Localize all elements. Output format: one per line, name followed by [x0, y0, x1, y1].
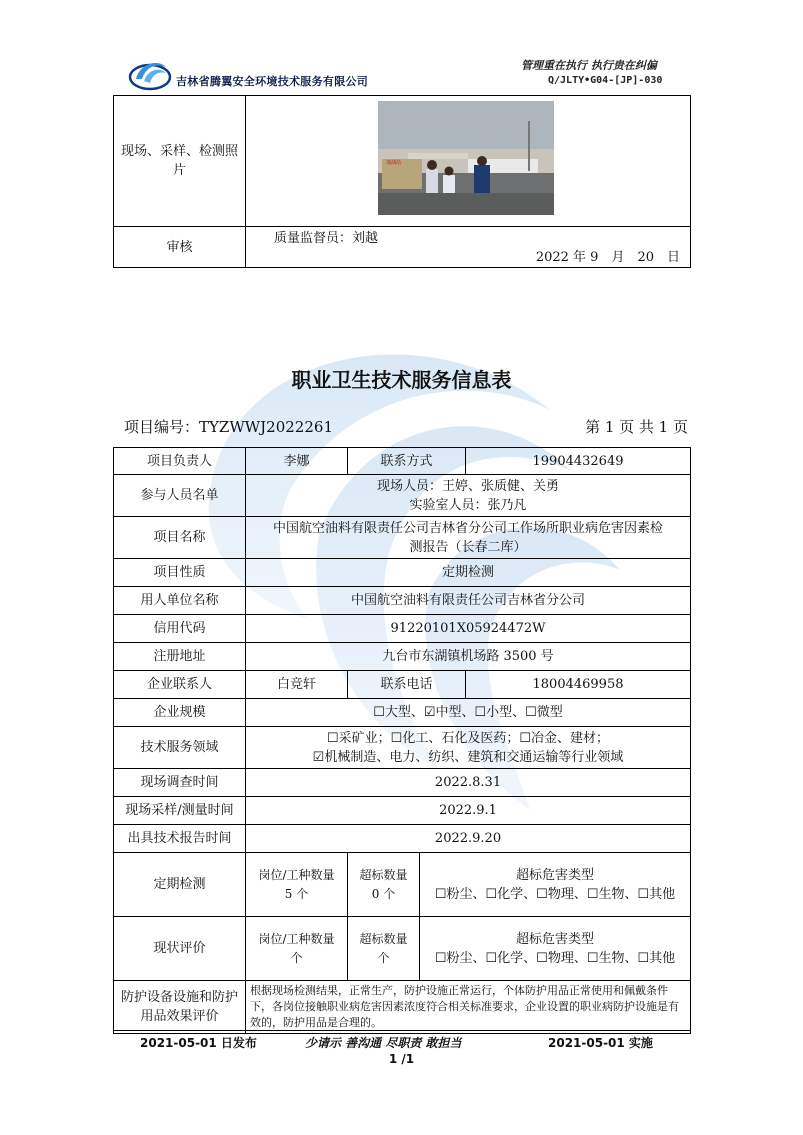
contact-value: 19904432649	[466, 448, 691, 475]
status-exceed-value: 个	[377, 950, 390, 965]
address-label: 注册地址	[114, 643, 246, 671]
report-label: 出具技术报告时间	[114, 825, 246, 853]
periodic-exceed-value: 0 个	[371, 886, 396, 901]
phone-label: 联系电话	[348, 671, 466, 699]
status-hazard-label: 超标危害类型	[516, 931, 595, 947]
station-sign: 加油站	[386, 160, 402, 166]
phone-value: 18004469958	[466, 671, 691, 699]
site-photo-image	[378, 101, 554, 215]
periodic-posts-value: 5 个	[284, 886, 309, 901]
corp-contact-value: 白竞轩	[246, 671, 348, 699]
domain-label: 技术服务领域	[114, 727, 246, 769]
report-value: 2022.9.20	[246, 825, 691, 853]
employer-value: 中国航空油料有限责任公司吉林省分公司	[246, 587, 691, 615]
review-cell	[246, 227, 691, 268]
status-exceed-label: 超标数量	[359, 931, 408, 946]
form-title: 职业卫生技术服务信息表	[291, 368, 512, 392]
table-row	[114, 797, 691, 825]
document-code: Q/JLTY•G04-[JP]-030	[548, 75, 663, 86]
leader-label: 项目负责人	[114, 448, 246, 475]
table-row	[114, 615, 691, 643]
nature-value: 定期检测	[246, 559, 691, 587]
members-cell	[246, 475, 691, 517]
domain-line2: ☑机械制造、电力、纺织、建筑和交通运输等行业领域	[312, 749, 624, 765]
protection-label: 防护设备设施和防护用品效果评价	[114, 981, 246, 1034]
table-row	[114, 727, 691, 769]
status-posts-label: 岗位/工种数量	[258, 931, 335, 946]
status-exceed-cell	[348, 917, 420, 981]
domain-cell	[246, 727, 691, 769]
periodic-exceed-cell	[348, 853, 420, 917]
periodic-hazard-cell	[420, 853, 691, 917]
leader-value: 李娜	[246, 448, 348, 475]
table-row	[114, 559, 691, 587]
contact-label: 联系方式	[348, 448, 466, 475]
site-photo	[378, 101, 554, 215]
periodic-label: 定期检测	[114, 853, 246, 917]
top-table	[113, 95, 691, 268]
header-motto: 管理重在执行 执行贵在纠偏	[521, 59, 657, 72]
nature-label: 项目性质	[114, 559, 246, 587]
address-value: 九台市东湖镇机场路 3500 号	[246, 643, 691, 671]
name-label: 项目名称	[114, 517, 246, 559]
sampling-value: 2022.9.1	[246, 797, 691, 825]
employer-label: 用人单位名称	[114, 587, 246, 615]
domain-line1: ☐采矿业；☐化工、石化及医药；☐冶金、建材；	[327, 730, 609, 746]
status-posts-value: 个	[290, 950, 303, 965]
footer-page-number: 1 /1	[388, 1052, 415, 1066]
table-row	[114, 825, 691, 853]
status-hazard-types: ☐粉尘、☐化学、☐物理、☐生物、☐其他	[434, 950, 676, 966]
members-lab: 实验室人员：张乃凡	[409, 497, 527, 513]
scale-value: ☐大型、☑中型、☐小型、☐微型	[246, 699, 691, 727]
periodic-posts-cell	[246, 853, 348, 917]
sampling-label: 现场采样/测量时间	[114, 797, 246, 825]
info-table	[113, 447, 691, 1034]
photo-label-cell	[114, 96, 246, 227]
status-posts-cell	[246, 917, 348, 981]
table-row	[114, 853, 691, 917]
table-row	[114, 643, 691, 671]
periodic-exceed-label: 超标数量	[359, 867, 408, 882]
table-row	[114, 699, 691, 727]
table-row	[114, 448, 691, 475]
table-row	[114, 517, 691, 559]
status-hazard-cell	[420, 917, 691, 981]
survey-label: 现场调查时间	[114, 769, 246, 797]
name-line1: 中国航空油料有限责任公司吉林省分公司工作场所职业病危害因素检	[273, 520, 664, 536]
company-logo	[128, 55, 172, 91]
table-row	[114, 917, 691, 981]
scale-label: 企业规模	[114, 699, 246, 727]
members-label: 参与人员名单	[114, 475, 246, 517]
table-row	[114, 769, 691, 797]
company-name: 吉林省腾翼安全环境技术服务有限公司	[176, 75, 369, 88]
name-cell	[246, 517, 691, 559]
page-info: 第 1 页 共 1 页	[585, 418, 688, 436]
survey-value: 2022.8.31	[246, 769, 691, 797]
supervisor-text: 质量监督员：刘越	[274, 231, 379, 246]
table-row	[114, 587, 691, 615]
review-date: 2022 年 9 月 20 日	[535, 250, 680, 265]
status-label: 现状评价	[114, 917, 246, 981]
table-row	[114, 475, 691, 517]
review-label-cell	[114, 227, 246, 268]
footer-effective: 2021-05-01 实施	[548, 1036, 653, 1050]
corp-contact-label: 企业联系人	[114, 671, 246, 699]
periodic-posts-label: 岗位/工种数量	[258, 867, 335, 882]
photo-cell	[246, 96, 691, 227]
periodic-hazard-label: 超标危害类型	[516, 867, 595, 883]
name-line2: 测报告（长春二库）	[409, 539, 527, 555]
credit-label: 信用代码	[114, 615, 246, 643]
footer-published: 2021-05-01 日发布	[140, 1036, 257, 1050]
photo-label: 现场、采样、检测照片	[120, 144, 238, 178]
table-row	[114, 671, 691, 699]
footer-slogan: 少请示 善沟通 尽职责 敢担当	[305, 1036, 462, 1050]
table-row	[114, 981, 691, 1034]
protection-text: 根据现场检测结果，正常生产，防护设施正常运行，个体防护用品正常使用和佩戴条件下，各岗位接触职业病危害因素浓度符合相关标准要求，企业设置的职业病防护设施是有效的，防护用品是合理的。	[246, 981, 691, 1034]
periodic-hazard-types: ☐粉尘、☐化学、☐物理、☐生物、☐其他	[434, 886, 676, 902]
project-number: 项目编号：TYZWWJ2022261	[124, 418, 333, 436]
credit-value: 91220101X05924472W	[246, 615, 691, 643]
review-label: 审核	[166, 239, 193, 255]
members-field: 现场人员：王婷、张质健、关勇	[377, 478, 560, 494]
